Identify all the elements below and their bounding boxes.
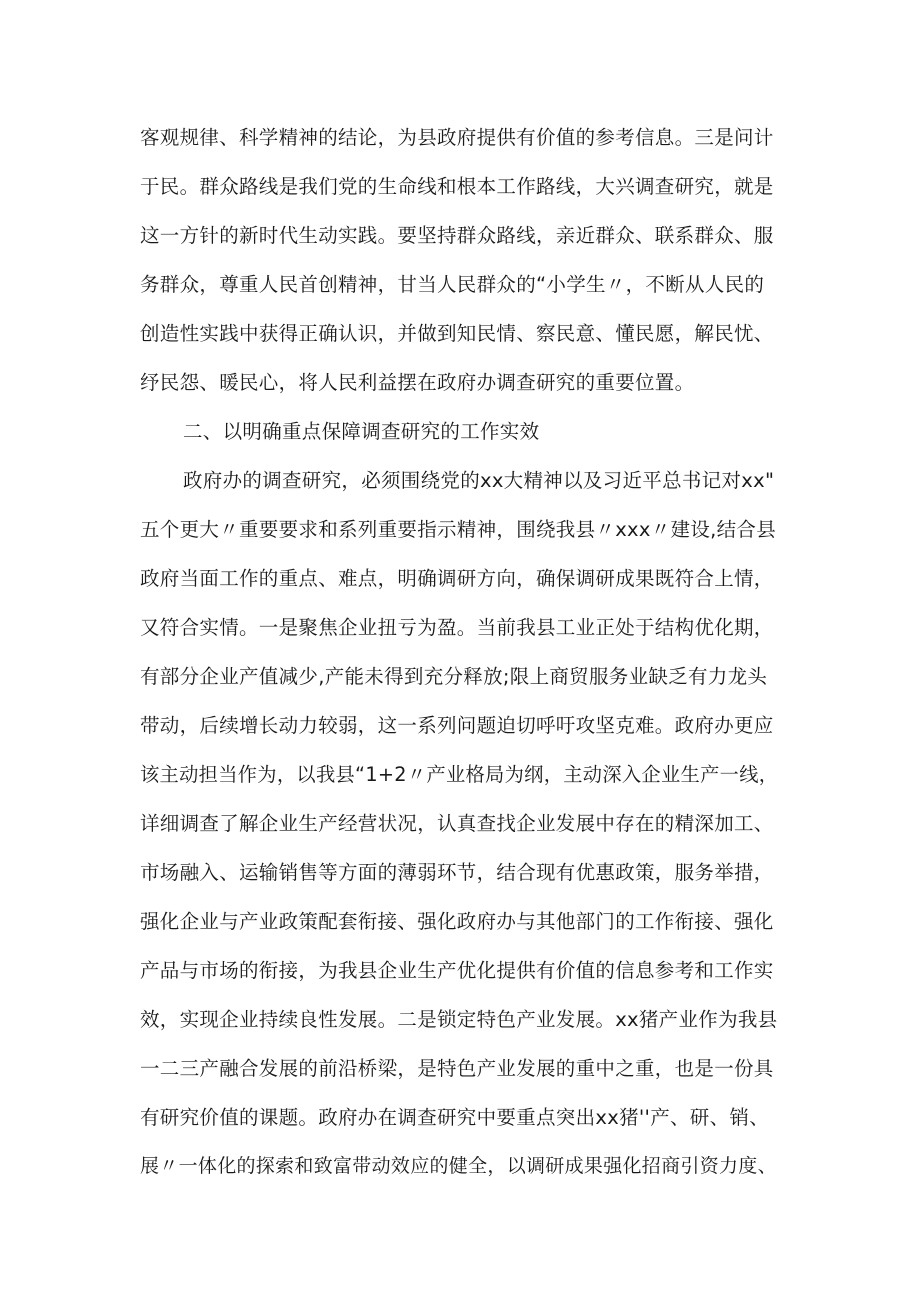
paragraph-line: 市场融入、运输销售等方面的薄弱环节，结合现有优惠政策，服务举措， bbox=[140, 861, 774, 884]
paragraph-line: 该主动担当作为，以我县“1+2〃产业格局为纲，主动深入企业生产一线， bbox=[140, 763, 779, 786]
paragraph-line: 客观规律、科学精神的结论，为县政府提供有价值的参考信息。三是问计 bbox=[140, 126, 774, 149]
paragraph-line: 创造性实践中获得正确认识，并做到知民情、察民意、懂民愿，解民忧、 bbox=[140, 322, 774, 345]
section-heading: 二、以明确重点保障调查研究的工作实效 bbox=[183, 420, 540, 443]
paragraph-line: 带动，后续增长动力较弱，这一系列问题迫切呼吁攻坚克难。政府办更应 bbox=[140, 714, 774, 737]
paragraph-line: 产品与市场的衔接，为我县企业生产优化提供有价值的信息参考和工作实 bbox=[140, 959, 774, 982]
paragraph-line: 效，实现企业持续良性发展。二是锁定特色产业发展。xx猪产业作为我县 bbox=[140, 1008, 778, 1031]
paragraph-line: 于民。群众路线是我们党的生命线和根本工作路线，大兴调查研究，就是 bbox=[140, 175, 774, 198]
paragraph-line: 详细调查了解企业生产经营状况，认真查找企业发展中存在的精深加工、 bbox=[140, 812, 774, 835]
paragraph-line: 务群众，尊重人民首创精神，甘当人民群众的“小学生〃，不断从人民的 bbox=[140, 273, 765, 296]
paragraph-line: 五个更大〃重要要求和系列重要指示精神，围绕我县〃xxx〃建设,结合县 bbox=[140, 518, 777, 541]
paragraph-line: 强化企业与产业政策配套衔接、强化政府办与其他部门的工作衔接、强化 bbox=[140, 910, 774, 933]
paragraph-line: 这一方针的新时代生动实践。要坚持群众路线，亲近群众、联系群众、服 bbox=[140, 224, 774, 247]
paragraph-line: 纾民怨、暖民心，将人民利益摆在政府办调查研究的重要位置。 bbox=[140, 371, 695, 394]
paragraph-line: 有研究价值的课题。政府办在调查研究中要重点突出xx猪''产、研、销、 bbox=[140, 1106, 770, 1129]
paragraph-line: 政府办的调查研究，必须围绕党的xx大精神以及习近平总书记对xx" bbox=[183, 469, 775, 492]
paragraph-line: 政府当面工作的重点、难点，明确调研方向，确保调研成果既符合上情， bbox=[140, 567, 774, 590]
paragraph-line: 又符合实情。一是聚焦企业扭亏为盈。当前我县工业正处于结构优化期， bbox=[140, 616, 774, 639]
paragraph-line: 展〃一体化的探索和致富带动效应的健全，以调研成果强化招商引资力度、 bbox=[140, 1155, 777, 1177]
paragraph-line: 一二三产融合发展的前沿桥梁，是特色产业发展的重中之重，也是一份具 bbox=[140, 1057, 774, 1080]
paragraph-line: 有部分企业产值减少,产能未得到充分释放;限上商贸服务业缺乏有力龙头 bbox=[140, 665, 768, 688]
